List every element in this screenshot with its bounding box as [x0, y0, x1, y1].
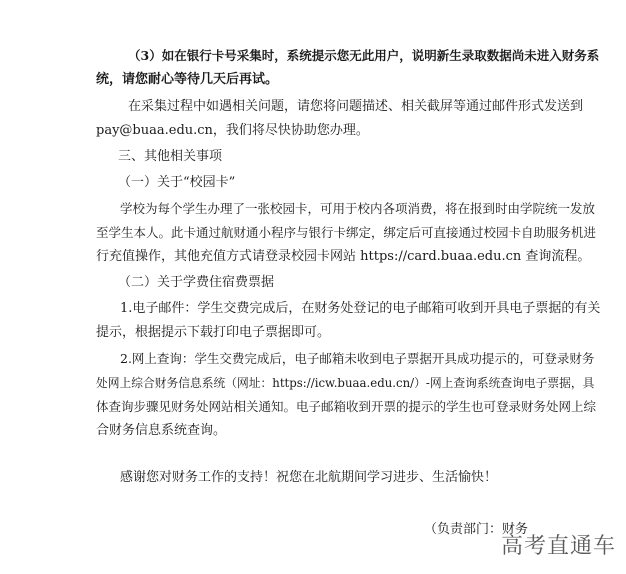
contact-line1: 在采集过程中如遇相关问题，请您将问题描述、相关截屏等通过邮件形式发送到: [128, 99, 584, 114]
sub1-line2: 至学生本人。此卡通过航财通小程序与银行卡绑定，绑定后可直接通过校园卡自助服务机进: [96, 225, 597, 240]
sub1-line1: 学校为每个学生办理了一张校园卡，可用于校内各项消费，将在报到时由学院统一发放: [120, 201, 596, 216]
note3-line1: （3）如在银行卡号采集时，系统提示您无此用户，说明新生录取数据尚未进入财务系: [128, 48, 600, 63]
thanks-line: 感谢您对财务工作的支持！祝您在北航期间学习进步、生活愉快！: [120, 470, 498, 485]
sub2-item2-line3: 体查询步骤见财务处网站相关通知。电子邮箱收到开票的提示的学生也可登录财务处网上综: [96, 399, 597, 414]
sub2-item2-line1: 2.网上查询：学生交费完成后，电子邮箱未收到电子票据开具成功提示的，可登录财务: [120, 351, 595, 366]
sub2-item2-line4: 合财务信息系统查询。: [96, 423, 227, 438]
sub1-line3: 行充值操作，其他充值方式请登录校园卡网站 https://card.buaa.edu.cn 查询流程。: [96, 249, 591, 264]
sub2-item1-line1: 1.电子邮件：学生交费完成后，在财务处登记的电子邮箱可收到开具电子票据的有关: [120, 301, 601, 316]
sub2-item1-line2: 提示，根据提示下载打印电子票据即可。: [96, 325, 331, 340]
note3-line2: 统，请您耐心等待几天后再试。: [96, 72, 279, 87]
contact-line2: pay@buaa.edu.cn，我们将尽快协助您办理。: [96, 123, 369, 138]
section3-heading: 三、其他相关事项: [118, 149, 223, 164]
sub2-heading: （二）关于学费住宿费票据: [118, 275, 275, 290]
sub2-item2-line2: 处网上综合财务信息系统（网址：https://icw.buaa.edu.cn/）-网上查询系统查询电子票据，具: [96, 376, 595, 390]
sub1-heading: （一）关于“校园卡”: [118, 175, 236, 190]
footer-department: （负责部门：财务: [424, 522, 529, 537]
watermark-logo: 高考直通车: [500, 534, 616, 559]
